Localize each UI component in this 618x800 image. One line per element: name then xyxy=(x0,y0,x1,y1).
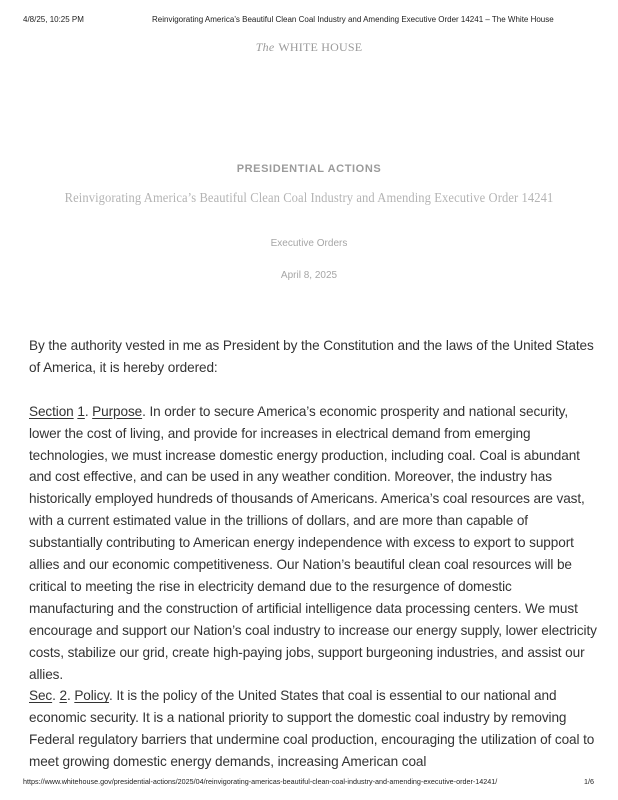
site-logo[interactable] xyxy=(0,40,618,55)
section-2-label: Sec xyxy=(29,688,53,704)
section-2-heading: Policy xyxy=(74,688,109,704)
print-header-page-title: Reinvigorating America’s Beautiful Clean Coal Industry and Amending Executive Order 14241 – The White House xyxy=(152,15,554,24)
page-title: Reinvigorating America’s Beautiful Clean Coal Industry and Amending Executive Order 14241 xyxy=(64,190,554,205)
section-1-label: Section xyxy=(29,403,74,419)
article-eyebrow: PRESIDENTIAL ACTIONS xyxy=(236,163,382,175)
section-2: Sec. 2. Policy. It is the policy of the United States that coal is essential to our national and economic security. It is a national priority to support the domestic coal industry by removing Federal regulatory barriers that undermine coal production, encouraging the utilization of coal to meet growing domestic energy demands, increasing American coal xyxy=(29,688,595,770)
section-2-number: 2 xyxy=(59,688,67,704)
article-body xyxy=(29,335,597,773)
print-footer-url: https://www.whitehouse.gov/presidential-actions/2025/04/reinvigorating-americas-beautiful-clean-coal-industry-and-amending-executive-order-14241/ xyxy=(23,777,498,786)
section-2-text: . It is the policy of the United States that coal is essential to our national and economic security. It is a national priority to support the domestic coal industry by removing Federal regulatory barriers that undermine coal production, encouraging the utilization of coal to meet growing domestic energy demands, increasing American coal xyxy=(29,688,595,770)
preamble: By the authority vested in me as President by the Constitution and the laws of the United States of America, it is hereby ordered: xyxy=(29,338,594,375)
site-logo-name: WHITE HOUSE xyxy=(278,40,363,54)
section-1-number: 1 xyxy=(77,403,85,419)
print-header-datetime: 4/8/25, 10:25 PM xyxy=(23,15,84,24)
article-category[interactable]: Executive Orders xyxy=(270,238,348,249)
article-date: April 8, 2025 xyxy=(280,270,338,281)
site-logo-prefix: The xyxy=(255,40,275,54)
section-1-text: . In order to secure America’s economic prosperity and national security, lower the cost of living, and provide for increases in electrical demand from emerging technologies, we must increase domestic energy production, including coal. Coal is abundant and cost effective, and can be used in any weather condition. Moreover, the industry has historically employed hundreds of thousands of Americans. America’s coal resources are vast, with a current estimated value in the trillions of dollars, and are more than capable of substantially contributing to American energy independence with excess to export to support allies and our economic competitiveness. Our Nation’s beautiful clean coal resources will be critical to meeting the rise in electricity demand due to the resurgence of domestic manufacturing and the construction of artificial intelligence data processing centers. We must encourage and support our Nation’s coal industry to increase our energy supply, lower electricity costs, stabilize our grid, create high-paying jobs, support burgeoning industries, and assist our allies. xyxy=(29,403,597,682)
section-1-heading: Purpose xyxy=(92,403,143,419)
section-1: Section 1. Purpose. In order to secure America’s economic prosperity and national security, lower the cost of living, and provide for increases in electrical demand from emerging technologies, we must increase domestic energy production, including coal. Coal is abundant and cost effective, and can be used in any weather condition. Moreover, the industry has historically employed hundreds of thousands of Americans. America’s coal resources are vast, with a current estimated value in the trillions of dollars, and are more than capable of substantially contributing to American energy independence with excess to export to support allies and our economic competitiveness. Our Nation’s beautiful clean coal resources will be critical to meeting the rise in electricity demand due to the resurgence of domestic manufacturing and the construction of artificial intelligence data processing centers. We must encourage and support our Nation’s coal industry to increase our energy supply, lower electricity costs, stabilize our grid, create high-paying jobs, support burgeoning industries, and assist our allies. xyxy=(29,403,597,682)
print-footer-page-number: 1/6 xyxy=(584,777,594,786)
